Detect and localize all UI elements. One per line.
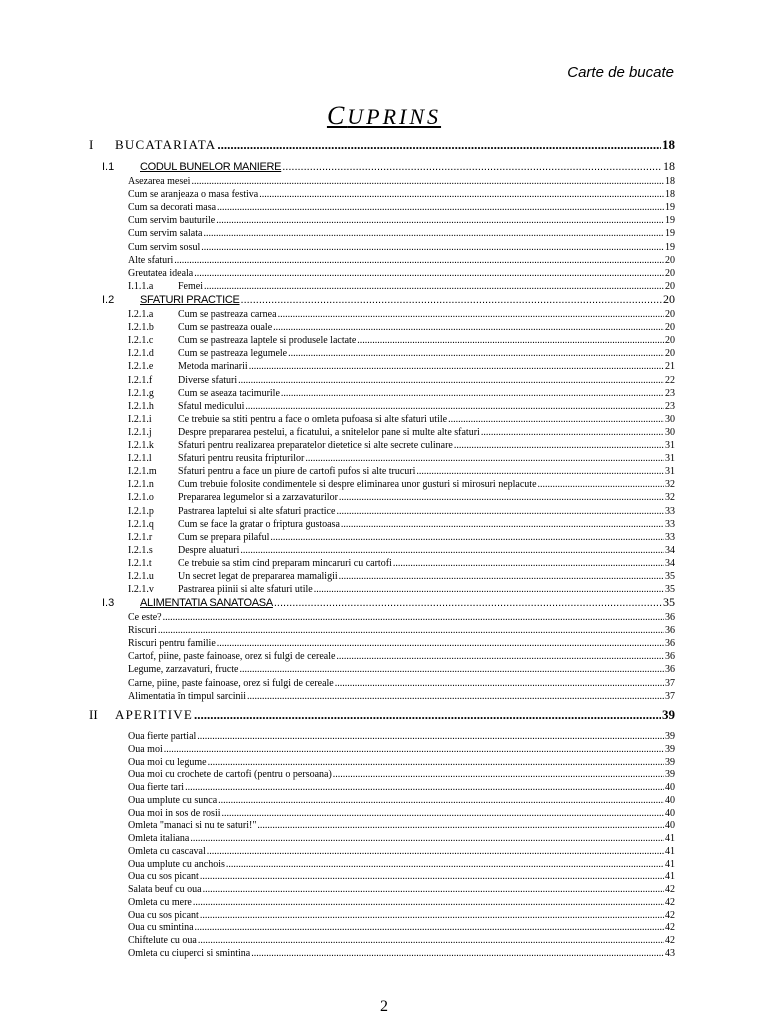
toc-entry-label: Legume, zarzavaturi, fructe xyxy=(128,664,239,676)
toc-entry xyxy=(128,584,675,595)
toc-entry-label: Greutatea ideala xyxy=(128,267,194,279)
toc-entry-label: Asezarea mesei xyxy=(128,176,191,187)
toc-dot-leader xyxy=(241,294,662,306)
toc-entry-page: 33 xyxy=(665,531,675,543)
toc-entry-label: Prepararea legumelor si a zarzavaturilor xyxy=(178,492,338,504)
toc-entry-label: Sfaturi pentru realizarea preparatelor dietetice si alte secrete culinare xyxy=(178,440,453,451)
toc-entry xyxy=(128,884,675,895)
toc-entry-page: 42 xyxy=(665,909,675,921)
toc-entry-page: 19 xyxy=(665,215,675,227)
toc-entry-label: Cum se pastreaza legumele xyxy=(178,348,288,360)
toc-entry-number: I.2.1.o xyxy=(128,492,154,504)
toc-chapter xyxy=(89,707,675,723)
toc-entry xyxy=(128,820,675,831)
toc-entry-page: 39 xyxy=(665,769,675,781)
toc-entry-number: I.2.1.f xyxy=(128,374,153,386)
toc-entry xyxy=(128,744,675,755)
toc-entry-label: Oua moi in sos de rosii xyxy=(128,807,221,819)
toc-entry-page: 41 xyxy=(665,845,675,857)
toc-entry xyxy=(128,479,675,490)
toc-dot-leader xyxy=(200,910,664,921)
toc-entry-page: 33 xyxy=(665,518,675,530)
toc-entry-number: I.1.1.a xyxy=(128,280,154,292)
toc-entry-label: Omleta cu cascaval xyxy=(128,845,206,857)
toc-section xyxy=(102,595,675,610)
toc-dot-leader xyxy=(274,597,662,609)
toc-entry-page: 35 xyxy=(665,584,675,596)
toc-entry-page: 41 xyxy=(665,858,675,870)
toc-entry xyxy=(128,638,675,649)
toc-entry-label: Cum se aranjeaza o masa festiva xyxy=(128,189,259,201)
toc-entry-page: 36 xyxy=(665,625,675,637)
toc-entry-page: 43 xyxy=(665,947,675,959)
toc-entry-label: Cum se pastreaza ouale xyxy=(178,322,273,334)
toc-dot-leader xyxy=(273,322,664,333)
toc-dot-leader xyxy=(245,401,664,412)
toc-entry-page: 42 xyxy=(665,935,675,946)
toc-entry-label: Carne, piine, paste fainoase, orez si fulgi de cereale xyxy=(128,677,334,689)
toc-entry-page: 30 xyxy=(665,413,675,425)
toc-entry-number: I.2.1.e xyxy=(128,361,154,373)
toc-entry xyxy=(128,242,675,253)
toc-entry-label: BUCATARIATA xyxy=(115,137,217,152)
toc-entry-label: Pastrarea laptelui si alte sfaturi practice xyxy=(178,505,336,517)
toc-title-rest: UPRINS xyxy=(347,104,442,129)
toc-entry-number: I.2.1.h xyxy=(128,400,154,412)
toc-entry-page: 34 xyxy=(665,557,675,569)
toc-entry-label: Metoda marinarii xyxy=(178,361,248,373)
toc-entry xyxy=(128,731,675,742)
toc-entry xyxy=(128,948,675,959)
toc-entry-page: 18 xyxy=(662,137,675,152)
toc-entry xyxy=(128,664,675,675)
toc-dot-leader xyxy=(201,242,664,253)
toc-dot-leader xyxy=(240,664,665,675)
toc-dot-leader xyxy=(333,769,664,780)
toc-entry-label: Alimentatia în timpul sarcinii xyxy=(128,690,247,702)
toc-dot-leader xyxy=(416,466,664,477)
toc-dot-leader xyxy=(204,281,664,292)
toc-entry xyxy=(128,871,675,882)
toc-entry-page: 35 xyxy=(665,571,675,582)
toc-title xyxy=(0,101,768,131)
toc-entry xyxy=(128,348,675,359)
toc-dot-leader xyxy=(194,707,661,723)
toc-entry-label: Oua moi cu legume xyxy=(128,756,207,768)
toc-dot-leader xyxy=(190,833,664,844)
toc-dot-leader xyxy=(193,897,664,908)
toc-entry-number: II xyxy=(89,707,98,722)
toc-dot-leader xyxy=(336,651,664,662)
toc-entry-number: I.2.1.d xyxy=(128,348,154,360)
toc-dot-leader xyxy=(357,335,664,346)
toc-entry-label: Chiftelute cu oua xyxy=(128,935,197,946)
toc-dot-leader xyxy=(281,388,664,399)
toc-entry-page: 40 xyxy=(665,807,675,819)
toc-dot-leader xyxy=(203,228,664,239)
toc-entry-page: 19 xyxy=(665,241,675,253)
toc-entry xyxy=(128,427,675,438)
toc-entry-label: Oua umplute cu anchois xyxy=(128,858,225,870)
toc-entry-label: Omleta cu ciuperci si smintina xyxy=(128,947,251,959)
toc-entry-page: 20 xyxy=(665,348,675,360)
toc-entry xyxy=(128,795,675,806)
toc-entry xyxy=(128,375,675,386)
toc-entry-label: Cum se pastreaza laptele si produsele lactate xyxy=(178,335,357,347)
toc-dot-leader xyxy=(217,638,664,649)
toc-entry-number: I.2.1.n xyxy=(128,479,154,491)
toc-entry-label: Oua moi xyxy=(128,743,163,755)
toc-entry-label: Un secret legat de prepararea mamaligii xyxy=(178,571,338,582)
toc-dot-leader xyxy=(203,884,664,895)
toc-dot-leader xyxy=(216,215,664,226)
toc-entry xyxy=(128,532,675,543)
toc-entry-page: 18 xyxy=(665,189,675,201)
toc-entry-page: 36 xyxy=(665,664,675,676)
toc-entry-label: SFATURI PRACTICE xyxy=(140,294,240,306)
toc-entry-label: ALIMENTATIA SANATOASA xyxy=(140,597,273,609)
toc-entry xyxy=(128,910,675,921)
toc-dot-leader xyxy=(341,519,664,530)
toc-dot-leader xyxy=(163,612,664,623)
toc-entry-number: I.2.1.t xyxy=(128,557,152,569)
toc-entry-label: Ce trebuie sa stiti pentru a face o omleta pufoasa si alte sfaturi utile xyxy=(178,413,448,425)
toc-entry-number: I.2.1.r xyxy=(128,531,153,543)
toc-entry xyxy=(128,440,675,451)
toc-dot-leader xyxy=(481,427,664,438)
toc-entry-page: 31 xyxy=(665,453,675,465)
toc-entry xyxy=(128,808,675,819)
toc-entry-page: 33 xyxy=(665,505,675,517)
toc-entry-label: Cum servim sosul xyxy=(128,241,201,253)
toc-entry-page: 37 xyxy=(665,677,675,689)
toc-section xyxy=(102,292,675,307)
toc-entry-label: Alte sfaturi xyxy=(128,254,174,266)
toc-dot-leader xyxy=(198,935,664,946)
toc-dot-leader xyxy=(339,571,664,582)
toc-dot-leader xyxy=(278,309,664,320)
toc-entry-page: 42 xyxy=(665,922,675,934)
toc-entry xyxy=(128,922,675,933)
toc-entry-label: Omleta cu mere xyxy=(128,896,192,908)
toc-entry-page: 22 xyxy=(665,374,675,386)
toc-entry xyxy=(128,492,675,503)
toc-entry-number: I.1 xyxy=(102,161,115,173)
toc-entry-label: CODUL BUNELOR MANIERE xyxy=(140,161,282,173)
toc-dot-leader xyxy=(217,137,661,153)
toc-entry-number: I.2.1.k xyxy=(128,440,154,451)
toc-entry-page: 30 xyxy=(665,426,675,438)
toc-entry xyxy=(128,769,675,780)
toc-entry xyxy=(128,255,675,266)
toc-dot-leader xyxy=(191,176,664,187)
toc-entry-page: 39 xyxy=(665,756,675,768)
toc-entry xyxy=(128,466,675,477)
toc-entry-number: I.2.1.l xyxy=(128,453,152,465)
toc-dot-leader xyxy=(282,161,662,173)
toc-entry-page: 20 xyxy=(665,280,675,292)
toc-entry-label: Oua cu smintina xyxy=(128,922,194,934)
toc-entry-page: 40 xyxy=(665,782,675,793)
toc-entry-label: Salata beuf cu oua xyxy=(128,884,202,895)
toc-entry-page: 19 xyxy=(665,202,675,214)
toc-entry-page: 39 xyxy=(665,743,675,755)
toc-entry-label: Diverse sfaturi xyxy=(178,374,238,386)
toc-entry-label: Oua umplute cu sunca xyxy=(128,794,218,806)
toc-entry-page: 18 xyxy=(665,176,675,187)
toc-dot-leader xyxy=(538,479,664,490)
toc-dot-leader xyxy=(197,731,664,742)
toc-chapter xyxy=(89,137,675,153)
toc-entry-label: Femei xyxy=(178,280,203,292)
toc-entry-page: 32 xyxy=(665,492,675,504)
toc-entry-label: Cartof, piine, paste fainoase, orez si fulgi de cereale xyxy=(128,651,336,663)
document-header-title: Carte de bucate xyxy=(567,64,674,81)
toc-entry xyxy=(128,625,675,636)
toc-entry xyxy=(128,414,675,425)
toc-entry-page: 36 xyxy=(665,612,675,623)
toc-entry-label: Despre aluaturi xyxy=(178,544,240,556)
toc-entry-label: Ce este? xyxy=(128,612,162,623)
toc-entry-label: Ce trebuie sa stim cind preparam mincaruri cu cartofi xyxy=(178,557,392,569)
toc-entry-page: 20 xyxy=(665,254,675,266)
toc-dot-leader xyxy=(217,202,664,213)
toc-entry xyxy=(128,176,675,187)
toc-entry-label: Pastrarea piinii si alte sfaturi utile xyxy=(178,584,313,596)
toc-entry-number: I.2.1.v xyxy=(128,584,154,596)
toc-entry xyxy=(128,571,675,582)
toc-entry-number: I.2.1.c xyxy=(128,335,154,347)
toc-entry-label: Sfaturi pentru reusita fripturilor xyxy=(178,453,305,465)
toc-entry-page: 40 xyxy=(665,820,675,832)
toc-dot-leader xyxy=(339,492,664,503)
toc-dot-leader xyxy=(222,808,665,819)
toc-entry xyxy=(128,859,675,870)
toc-entry-label: Cum servim salata xyxy=(128,228,203,240)
toc-entry-label: Oua fierte tari xyxy=(128,782,185,793)
toc-entry-label: Despre prepararea pestelui, a ficatului, a snitelelor pane si multe alte sfaturi xyxy=(178,426,480,438)
toc-entry-number: I.2.1.q xyxy=(128,518,154,530)
toc-entry-label: Sfatul medicului xyxy=(178,400,245,412)
toc-dot-leader xyxy=(207,846,664,857)
toc-entry-number: I.2.1.j xyxy=(128,426,152,438)
toc-entry-page: 37 xyxy=(665,690,675,702)
toc-entry-page: 20 xyxy=(665,322,675,334)
toc-entry-label: Cum se pastreaza carnea xyxy=(178,309,277,320)
toc-entry xyxy=(128,782,675,793)
toc-entry xyxy=(128,506,675,517)
toc-entry xyxy=(128,519,675,530)
toc-dot-leader xyxy=(448,414,664,425)
toc-entry xyxy=(128,322,675,333)
toc-entry xyxy=(128,281,675,292)
toc-entry-label: Riscuri xyxy=(128,625,157,637)
toc-entry xyxy=(128,691,675,702)
toc-entry-page: 41 xyxy=(665,833,675,844)
toc-entry xyxy=(128,202,675,213)
toc-entry-label: Cum servim bauturile xyxy=(128,215,216,227)
toc-dot-leader xyxy=(195,922,664,933)
toc-entry xyxy=(128,268,675,279)
toc-entry xyxy=(128,335,675,346)
toc-entry-page: 36 xyxy=(665,651,675,663)
toc-entry xyxy=(128,453,675,464)
toc-entry-page: 23 xyxy=(665,387,675,399)
toc-entry-page: 18 xyxy=(663,159,675,173)
toc-entry-label: Oua cu sos picant xyxy=(128,871,199,883)
toc-entry xyxy=(128,558,675,569)
toc-dot-leader xyxy=(270,532,664,543)
toc-dot-leader xyxy=(314,584,664,595)
toc-entry xyxy=(128,678,675,689)
toc-entry xyxy=(128,228,675,239)
toc-entry-page: 21 xyxy=(665,361,675,373)
toc-entry-label: Cum se face la gratar o friptura gustoasa xyxy=(178,518,340,530)
toc-dot-leader xyxy=(288,348,664,359)
toc-entry-page: 31 xyxy=(665,466,675,478)
toc-entry-page: 35 xyxy=(663,595,675,609)
toc-entry-label: Oua cu sos picant xyxy=(128,909,199,921)
toc-entry-number: I xyxy=(89,137,94,152)
toc-entry-number: I.2.1.g xyxy=(128,387,154,399)
toc-dot-leader xyxy=(208,757,664,768)
toc-entry-number: I.2 xyxy=(102,294,115,306)
toc-entry xyxy=(128,401,675,412)
toc-entry-page: 20 xyxy=(665,309,675,320)
toc-entry-page: 20 xyxy=(663,292,675,306)
toc-entry xyxy=(128,309,675,320)
toc-entry xyxy=(128,612,675,623)
toc-dot-leader xyxy=(174,255,664,266)
toc-section xyxy=(102,159,675,174)
toc-entry xyxy=(128,833,675,844)
toc-entry-number: I.2.1.p xyxy=(128,505,154,517)
toc-entry-page: 42 xyxy=(665,884,675,895)
toc-dot-leader xyxy=(249,361,664,372)
toc-entry xyxy=(128,846,675,857)
toc-dot-leader xyxy=(158,625,664,636)
toc-entry-label: Omleta "manaci si nu te saturi!" xyxy=(128,820,257,832)
toc-dot-leader xyxy=(238,375,664,386)
toc-entry-page: 39 xyxy=(662,707,675,722)
toc-entry xyxy=(128,651,675,662)
toc-entry-label: Cum se aseaza tacimurile xyxy=(178,387,280,399)
toc-entry-label: Cum trebuie folosite condimentele si despre eliminarea unor gusturi si mirosuri neplacute xyxy=(178,479,537,491)
toc-entry-label: Cum sa decorati masa xyxy=(128,202,217,214)
toc-entry-label: Omleta italiana xyxy=(128,833,190,844)
toc-entry-number: I.2.1.a xyxy=(128,309,154,320)
toc-entry-label: Sfaturi pentru a face un piure de cartofi pufos si alte trucuri xyxy=(178,466,416,478)
toc-entry xyxy=(128,388,675,399)
toc-entry-page: 23 xyxy=(665,400,675,412)
toc-entry-page: 19 xyxy=(665,228,675,240)
toc-dot-leader xyxy=(247,691,664,702)
toc-dot-leader xyxy=(305,453,664,464)
toc-entry xyxy=(128,361,675,372)
toc-entry xyxy=(128,897,675,908)
toc-title-initial: C xyxy=(326,101,348,130)
toc-dot-leader xyxy=(200,871,664,882)
toc-entry-page: 41 xyxy=(665,871,675,883)
toc-dot-leader xyxy=(218,795,664,806)
toc-entry-number: I.2.1.m xyxy=(128,466,157,478)
toc-dot-leader xyxy=(335,678,664,689)
toc-entry-page: 34 xyxy=(665,544,675,556)
toc-entry xyxy=(128,757,675,768)
toc-dot-leader xyxy=(454,440,664,451)
toc-entry xyxy=(128,935,675,946)
toc-dot-leader xyxy=(164,744,664,755)
toc-entry-page: 39 xyxy=(665,731,675,742)
toc-dot-leader xyxy=(226,859,664,870)
page-number: 2 xyxy=(380,998,388,1015)
toc-dot-leader xyxy=(251,948,664,959)
toc-entry-label: Riscuri pentru familie xyxy=(128,638,216,650)
toc-dot-leader xyxy=(185,782,664,793)
toc-entry-page: 32 xyxy=(665,479,675,491)
toc-dot-leader xyxy=(259,189,664,200)
toc-dot-leader xyxy=(393,558,664,569)
toc-entry-page: 20 xyxy=(665,267,675,279)
toc-dot-leader xyxy=(194,268,664,279)
toc-dot-leader xyxy=(240,545,664,556)
toc-entry-page: 31 xyxy=(665,440,675,451)
toc-entry-number: I.2.1.s xyxy=(128,544,153,556)
toc-entry-page: 40 xyxy=(665,794,675,806)
toc-entry-label: Oua fierte partial xyxy=(128,731,197,742)
toc-entry-page: 42 xyxy=(665,896,675,908)
toc-entry-page: 20 xyxy=(665,335,675,347)
toc-entry xyxy=(128,189,675,200)
toc-dot-leader xyxy=(336,506,664,517)
toc-entry xyxy=(128,215,675,226)
toc-entry-number: I.2.1.i xyxy=(128,413,152,425)
toc-entry-label: Cum se prepara pilaful xyxy=(178,531,270,543)
toc-entry-number: I.3 xyxy=(102,597,115,609)
toc-entry-label: APERITIVE xyxy=(115,707,193,722)
toc-entry-number: I.2.1.b xyxy=(128,322,154,334)
toc-entry-page: 36 xyxy=(665,638,675,650)
toc-dot-leader xyxy=(257,820,664,831)
toc-entry-number: I.2.1.u xyxy=(128,571,154,582)
toc-entry xyxy=(128,545,675,556)
toc-entry-label: Oua moi cu crochete de cartofi (pentru o persoana) xyxy=(128,769,332,781)
